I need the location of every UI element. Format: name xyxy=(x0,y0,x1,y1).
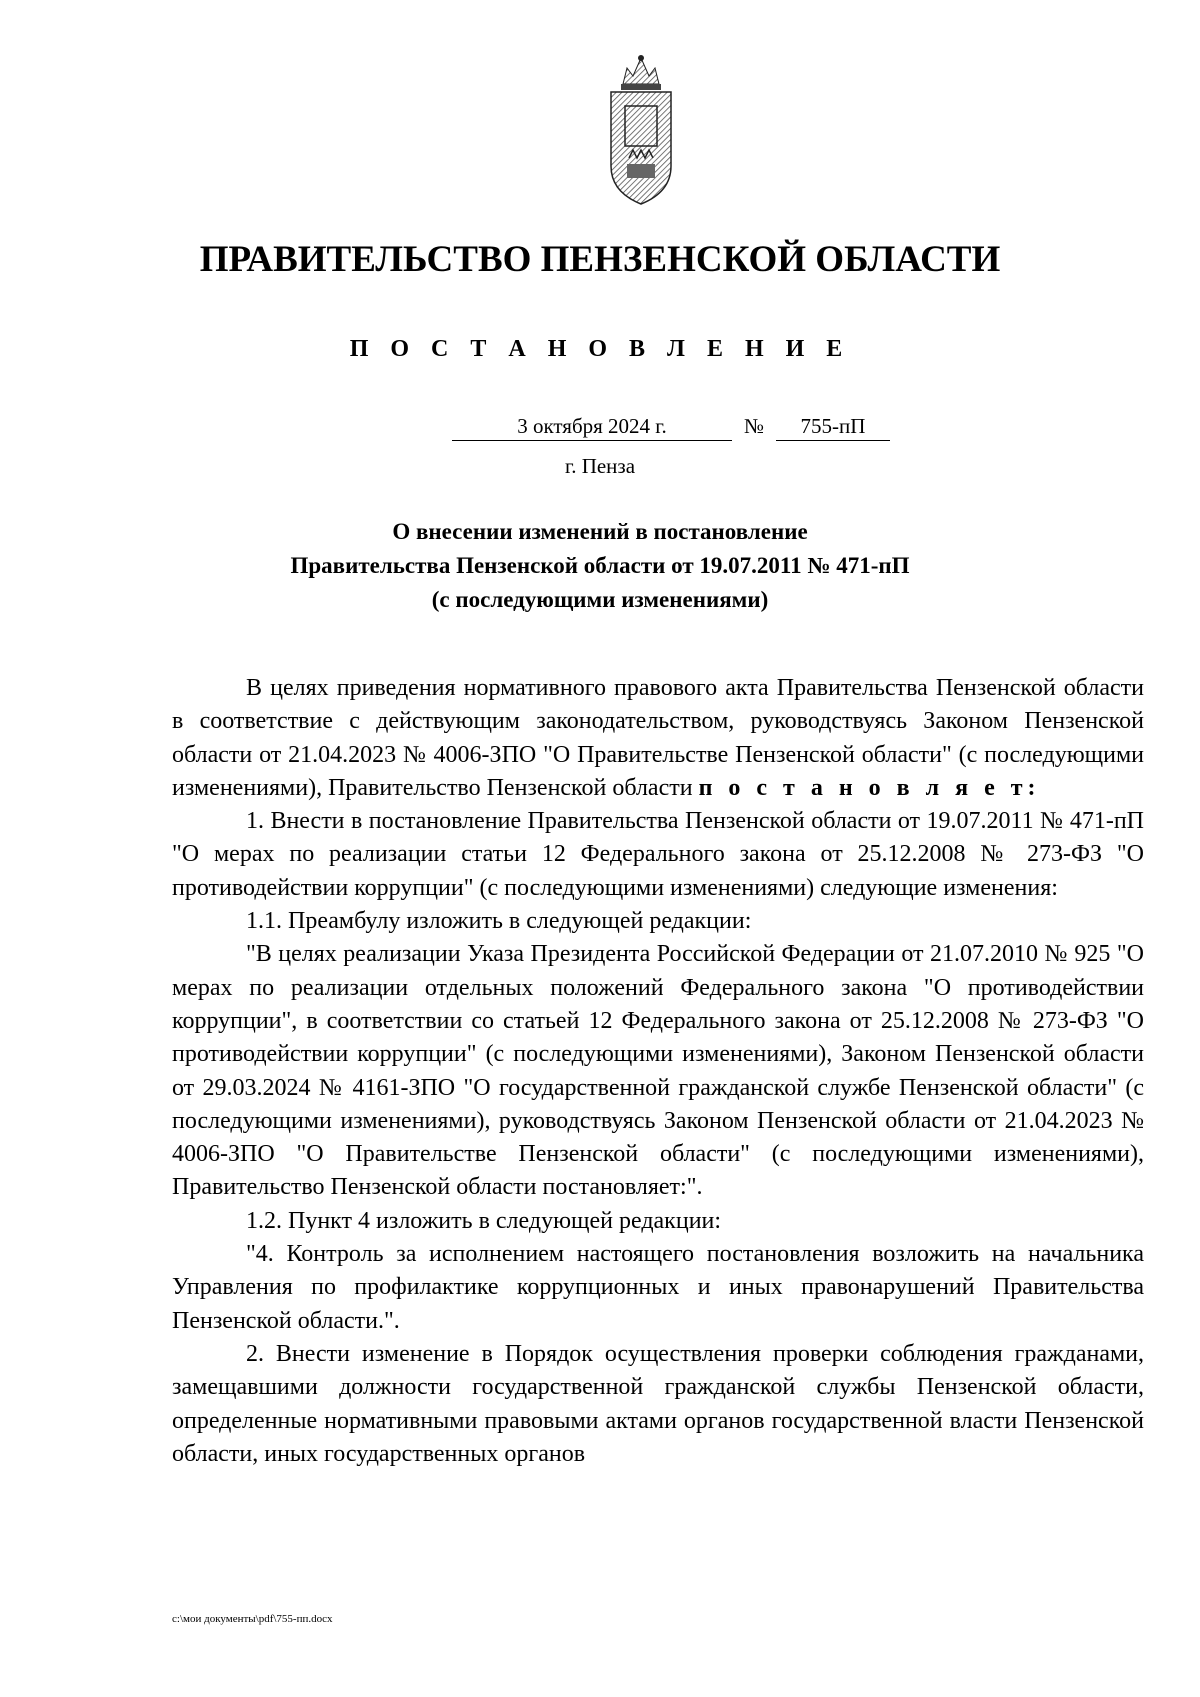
decree-word: п о с т а н о в л я е т: xyxy=(698,774,1041,801)
document-body xyxy=(172,672,1144,1471)
document-title xyxy=(0,515,1200,617)
item-1: 1. Внести в постановление Правительства Пензенской области от 19.07.2011 № 471-пП "О мерах по реализации статьи 12 Федерального закона от 25.12.2008 № 273-ФЗ "О противодействии коррупции" (с последующими изменениями) следующие изменения: xyxy=(172,808,1144,901)
number-sign: № xyxy=(744,414,765,438)
title-line-2: Правительства Пензенской области от 19.07.2011 № 471-пП xyxy=(290,553,910,578)
title-line-1: О внесении изменений в постановление xyxy=(392,519,808,544)
preamble-paragraph xyxy=(172,672,1144,805)
coat-of-arms-icon xyxy=(603,54,679,208)
item-2: 2. Внести изменение в Порядок осуществления проверки соблюдения гражданами, замещавшими должности государственной гражданской службы Пензенской области, определенные нормативными правовыми актами органов государственной власти Пензенской области, иных государственных органов xyxy=(172,1340,1144,1467)
document-number: 755-пП xyxy=(776,412,890,441)
title-line-3: (с последующими изменениями) xyxy=(431,587,769,612)
file-path-footer: c:\мои документы\pdf\755-пп.docx xyxy=(172,1613,333,1625)
preamble-text: В целях приведения нормативного правового акта Правительства Пензенской области в соответствие с действующим законодательством, руководствуясь Законом Пензенской области от 21.04.2023 № 4006-ЗПО "О Правительстве Пензенской области" (с последующими изменениями), Правительство Пензенской области xyxy=(172,675,1144,801)
item-1-2: 1.2. Пункт 4 изложить в следующей редакции: xyxy=(246,1207,722,1234)
city: г. Пенза xyxy=(564,454,636,478)
item-1-1-text: "В целях реализации Указа Президента Российской Федерации от 21.07.2010 № 925 "О мерах по реализации отдельных положений Федерального закона "О противодействии коррупции", в соответствии со статьей 12 Федерального закона от 25.12.2008 № 273-ФЗ "О противодействии коррупции" (с последующими изменениями), Законом Пензенской области от 29.03.2024 № 4161-ЗПО "О государственной гражданской службе Пензенской области" (с последующими изменениями), руководствуясь Законом Пензенской области от 21.04.2023 № 4006-ЗПО "О Правительстве Пензенской области" (с последующими изменениями), Правительство Пензенской области постановляет:". xyxy=(172,941,1144,1201)
date-number-line xyxy=(0,412,1200,442)
item-1-1: 1.1. Преамбулу изложить в следующей редакции: xyxy=(246,908,752,935)
document-date: 3 октября 2024 г. xyxy=(452,412,732,441)
item-1-2-text: "4. Контроль за исполнением настоящего постановления возложить на начальника Управления по профилактике коррупционных и иных правонарушений Правительства Пензенской области.". xyxy=(172,1241,1144,1334)
organization-title: ПРАВИТЕЛЬСТВО ПЕНЗЕНСКОЙ ОБЛАСТИ xyxy=(199,239,1001,280)
document-type: П О С Т А Н О В Л Е Н И Е xyxy=(349,336,851,362)
